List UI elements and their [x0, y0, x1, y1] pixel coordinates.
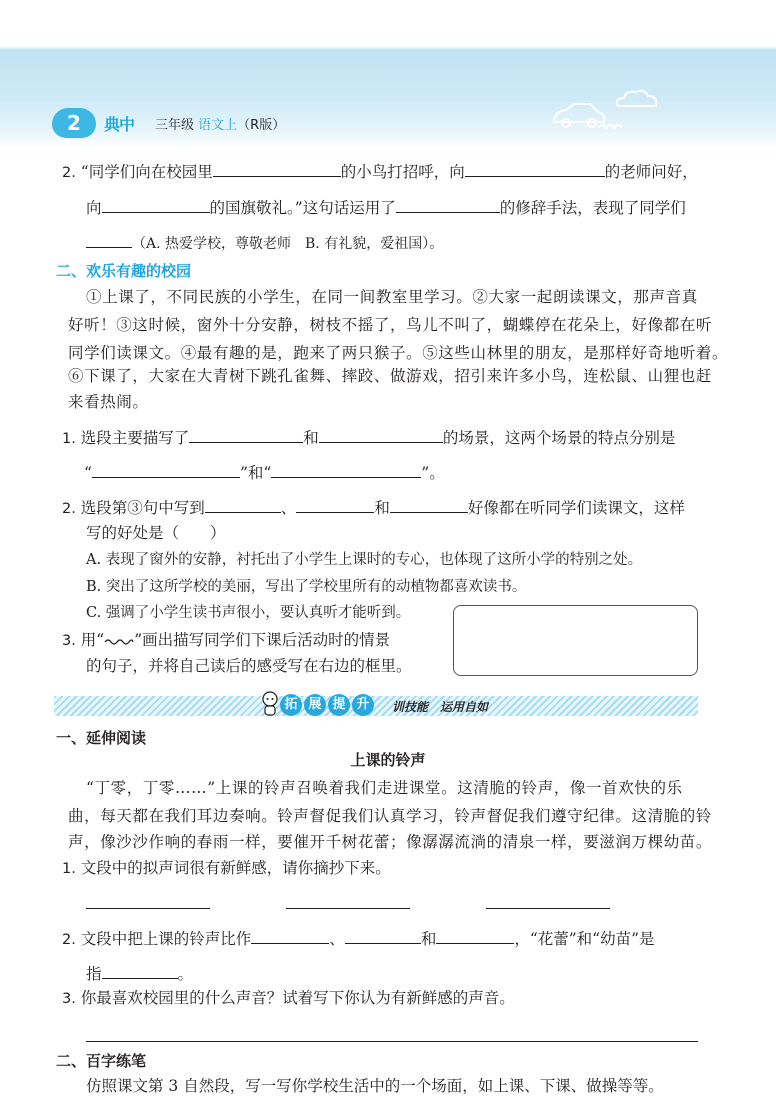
- answer-blank[interactable]: [319, 426, 443, 443]
- passage-line: 来看热闹。: [68, 393, 149, 411]
- question-2-line2: 指 。: [86, 962, 193, 985]
- passage-line: 同学们读课文。④最有趣的是，跑来了两只猴子。⑤这些山林里的朋友，是那样好奇地听着。: [68, 344, 729, 362]
- mascot-icon: [258, 690, 282, 718]
- passage-line: ①上课了，不同民族的小学生，在同一间教室里学习。②大家一起朗读课文，那声音真: [86, 288, 698, 306]
- question-2-line1: 2. “同学们向在校园里 的小鸟打招呼，向 的老师问好，: [62, 160, 698, 184]
- answer-blank[interactable]: [189, 426, 303, 443]
- cloud-icon: [612, 88, 662, 110]
- question-1: 1. 文段中的拟声词很有新鲜感，请你摘抄下来。: [62, 859, 391, 877]
- swirl-icon: [596, 120, 626, 132]
- answer-blank[interactable]: [465, 160, 605, 177]
- question-2-line2: 向 的国旗敬礼。”这句话运用了 的修辞手法，表现了同学们: [86, 196, 686, 219]
- answer-blank[interactable]: [86, 231, 132, 248]
- answer-blank[interactable]: [296, 496, 374, 513]
- question-1-line2: “ ”和“ ”。: [84, 461, 445, 484]
- page-number-badge: 2: [52, 108, 96, 138]
- passage-line: 好听！③这时候，窗外十分安静，树枝不摇了，鸟儿不叫了，蝴蝶停在花朵上，好像都在听: [68, 316, 713, 334]
- passage-line: 声，像沙沙作响的春雨一样，要催开千树花蕾；像潺潺流淌的清泉一样，要滋润万棵幼苗。: [68, 833, 713, 851]
- question-2: 2. 选段第③句中写到 、 和 好像都在听同学们读课文，这样: [62, 496, 685, 520]
- question-2-line3: （A. 热爱学校，尊敬老师 B. 有礼貌，爱祖国）。: [86, 231, 443, 255]
- edition-label: （R版）: [237, 118, 286, 133]
- book-title: [155, 114, 285, 133]
- option-a[interactable]: A. 表现了窗外的安静，衬托出了小学生上课时的专心，也体现了这所小学的特别之处。: [86, 552, 643, 568]
- answer-blank[interactable]: [271, 461, 421, 478]
- section-title: 二、欢乐有趣的校园: [56, 262, 192, 280]
- answer-line[interactable]: [86, 1041, 698, 1042]
- subject-label: 语文上: [198, 118, 238, 133]
- answer-line[interactable]: [86, 908, 210, 909]
- question-3: 3. 你最喜欢校园里的什么声音？试着写下你认为有新鲜感的声音。: [62, 989, 515, 1007]
- option-b[interactable]: B. 突出了这所学校的美丽，写出了学校里所有的动植物都喜欢读书。: [86, 579, 527, 595]
- section-title: 一、延伸阅读: [56, 729, 147, 747]
- option-c[interactable]: C. 强调了小学生读书声很小，要认真听才能听到。: [86, 605, 411, 621]
- banner-title: 拓 展 提 升: [280, 694, 374, 718]
- answer-line[interactable]: [486, 908, 610, 909]
- answer-box[interactable]: [453, 605, 698, 676]
- article-title: 上课的铃声: [350, 751, 426, 769]
- passage-line: 曲，每天都在我们耳边奏响。铃声督促我们认真学习，铃声督促我们遵守纪律。这清脆的铃: [68, 807, 713, 825]
- section-title: 二、百字练笔: [56, 1052, 147, 1070]
- answer-blank[interactable]: [345, 927, 421, 944]
- question-2: 2. 文段中把上课的铃声比作 、 和 ，“花蕾”和“幼苗”是: [62, 927, 655, 951]
- writing-prompt: 仿照课文第 3 自然段，写一写你学校生活中的一个场面，如上课、下课、做操等等。: [86, 1077, 664, 1095]
- passage-line: ⑥下课了，大家在大青树下跳孔雀舞、摔跤、做游戏，招引来许多小鸟，连松鼠、山狸也赶: [68, 367, 713, 385]
- answer-line[interactable]: [286, 908, 410, 909]
- section-banner: [54, 696, 698, 716]
- wavy-underline-icon: [104, 636, 134, 646]
- answer-blank[interactable]: [92, 461, 240, 478]
- question-3: 3. 用“ ”画出描写同学们下课后活动时的情景: [62, 631, 391, 649]
- answer-blank[interactable]: [390, 496, 468, 513]
- question-3-line2: 的句子，并将自己读后的感受写在右边的框里。: [86, 657, 412, 675]
- banner-subtitle: 训技能 运用自如: [392, 700, 489, 714]
- brand-logo: 典中: [104, 115, 135, 134]
- answer-blank[interactable]: [205, 496, 281, 513]
- passage-line: “丁零，丁零……”上课的铃声召唤着我们走进课堂。这清脆的铃声，像一首欢快的乐: [86, 779, 683, 797]
- answer-blank[interactable]: [102, 196, 210, 213]
- answer-blank[interactable]: [396, 196, 500, 213]
- question-1: 1. 选段主要描写了 和 的场景，这两个场景的特点分别是: [62, 426, 675, 450]
- question-2-line2: 写的好处是（ ）: [86, 524, 226, 542]
- grade-label: 三年级: [155, 118, 199, 133]
- answer-blank[interactable]: [213, 160, 341, 177]
- answer-blank[interactable]: [102, 962, 178, 979]
- answer-blank[interactable]: [251, 927, 329, 944]
- answer-blank[interactable]: [436, 927, 514, 944]
